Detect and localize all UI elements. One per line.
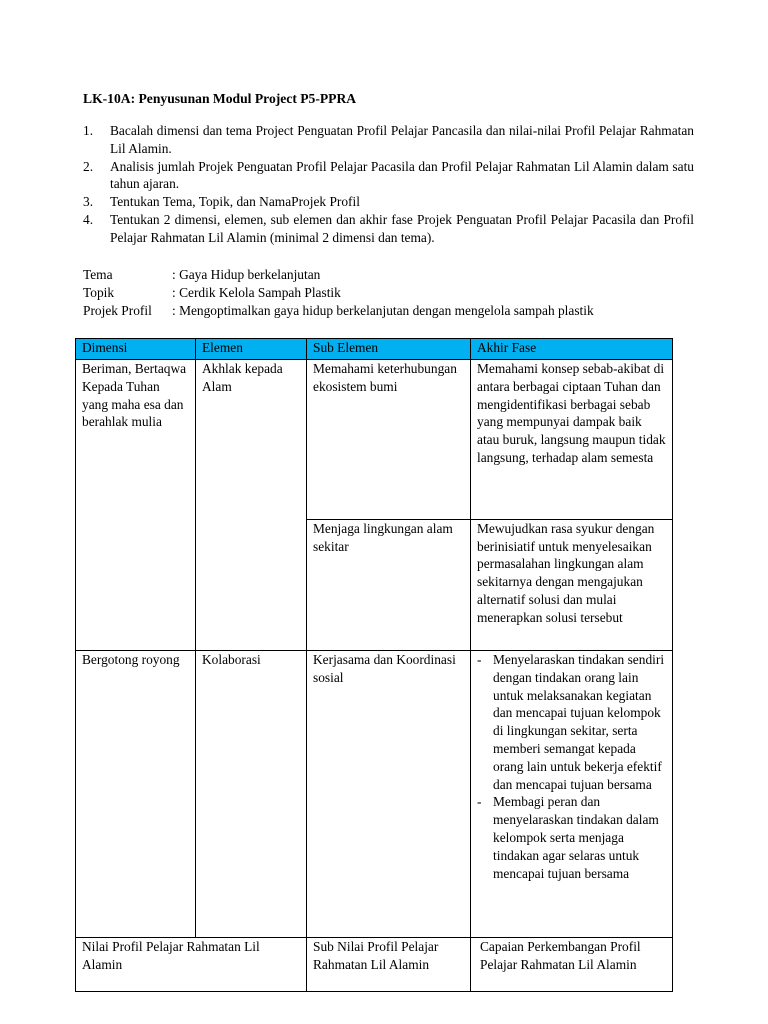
instruction-text: Bacalah dimensi dan tema Project Penguatan Profil Pelajar Pancasila dan nilai-nilai Profil Pelajar Rahmatan Lil Alamin.	[110, 123, 694, 156]
header-elemen: Elemen	[196, 339, 307, 360]
header-sub-elemen: Sub Elemen	[307, 339, 471, 360]
instruction-item	[83, 193, 694, 211]
meta-value: : Cerdik Kelola Sampah Plastik	[172, 285, 341, 300]
meta-label: Projek Profil	[83, 303, 152, 318]
table-row	[76, 360, 673, 520]
cell-dimensi: Beriman, Bertaqwa Kepada Tuhan yang maha esa dan berahlak mulia	[76, 360, 196, 651]
instruction-number: 1.	[83, 123, 94, 138]
cell-akhir-fase: Mewujudkan rasa syukur dengan berinisiatif untuk menyelesaikan permasalahan lingkungan alam sekitarnya dengan mengajukan alternatif solusi dan mulai menerapkan solusi tersebut	[471, 519, 673, 650]
table-header-row	[76, 339, 673, 360]
cell-akhir-fase: Memahami konsep sebab-akibat di antara berbagai ciptaan Tuhan dan mengidentifikasi berbagai sebab yang mempunyai dampak baik atau buruk, langsung maupun tidak langsung, terhadap alam semesta	[471, 360, 673, 520]
table-row	[76, 651, 673, 938]
instruction-text: Tentukan Tema, Topik, dan NamaProjek Profil	[110, 194, 360, 210]
instruction-number: 4.	[83, 211, 94, 227]
header-dimensi: Dimensi	[76, 339, 196, 360]
cell-capaian: Capaian Perkembangan Profil Pelajar Rahmatan Lil Alamin	[471, 938, 673, 992]
instruction-list	[83, 122, 694, 247]
instruction-text: Analisis jumlah Projek Penguatan Profil Pelajar Pacasila dan Profil Pelajar Rahmatan Lil Alamin dalam satu tahun ajaran.	[110, 158, 694, 192]
instruction-item	[83, 211, 694, 247]
cell-elemen: Akhlak kepada Alam	[196, 360, 307, 651]
header-akhir-fase: Akhir Fase	[471, 339, 673, 360]
document-title: LK-10A: Penyusunan Modul Project P5-PPRA	[83, 91, 357, 106]
cell-sub-elemen: Menjaga lingkungan alam sekitar	[307, 519, 471, 650]
meta-label: Topik	[83, 285, 115, 300]
list-item: - Membagi peran dan menyelaraskan tindakan dalam kelompok serta menjaga tindakan agar selaras untuk mencapai tujuan bersama	[485, 793, 666, 882]
cell-akhir-fase	[471, 651, 673, 938]
profile-table	[75, 338, 673, 992]
meta-value: : Gaya Hidup berkelanjutan	[172, 267, 321, 282]
cell-nilai-profil: Nilai Profil Pelajar Rahmatan Lil Alamin	[76, 938, 307, 992]
instruction-item	[83, 158, 694, 194]
meta-label: Tema	[83, 267, 113, 282]
cell-sub-elemen: Memahami keterhubungan ekosistem bumi	[307, 360, 471, 520]
instruction-number: 3.	[83, 194, 94, 210]
instruction-text: Tentukan 2 dimensi, elemen, sub elemen dan akhir fase Projek Penguatan Profil Pelajar Pacasila dan Profil Pelajar Rahmatan Lil Alamin (minimal 2 dimensi dan tema).	[110, 211, 694, 245]
fase-list	[485, 651, 666, 882]
cell-elemen: Kolaborasi	[196, 651, 307, 938]
instruction-item	[83, 122, 694, 158]
meta-value: : Mengoptimalkan gaya hidup berkelanjutan dengan mengelola sampah plastik	[172, 303, 594, 318]
list-item: - Menyelaraskan tindakan sendiri dengan tindakan orang lain untuk melaksanakan kegiatan dan mencapai tujuan kelompok di lingkungan sekitar, serta memberi semangat kepada orang lain untuk bekerja efektif dan mencapai tujuan bersama	[485, 651, 666, 793]
cell-sub-elemen: Kerjasama dan Koordinasi sosial	[307, 651, 471, 938]
instruction-number: 2.	[83, 158, 94, 174]
table-footer-row	[76, 938, 673, 992]
cell-sub-nilai: Sub Nilai Profil Pelajar Rahmatan Lil Alamin	[307, 938, 471, 992]
cell-dimensi: Bergotong royong	[76, 651, 196, 938]
